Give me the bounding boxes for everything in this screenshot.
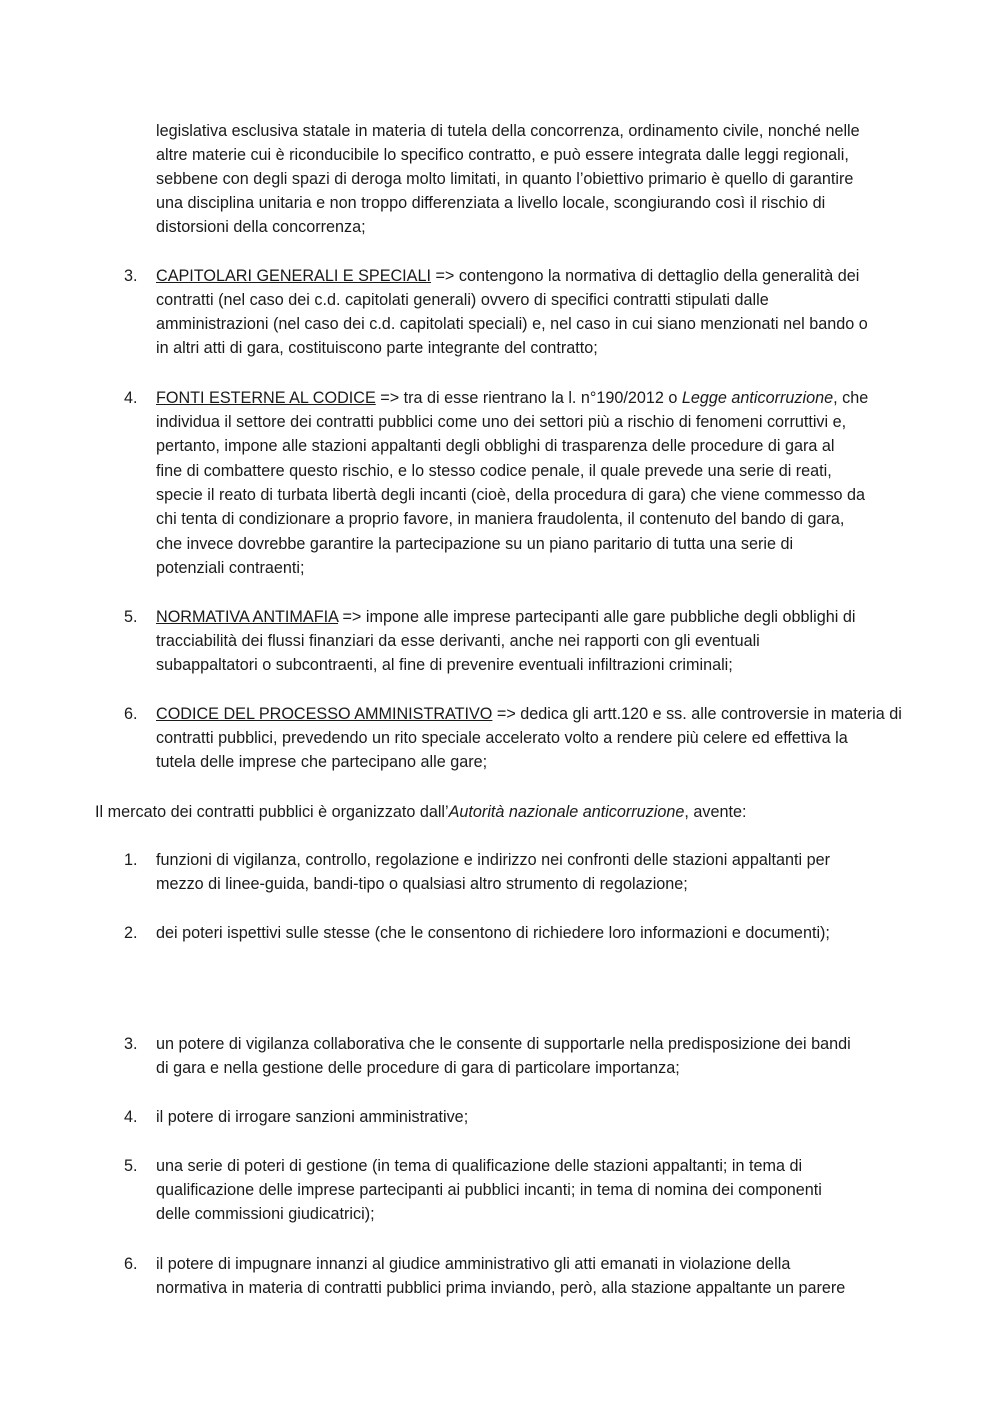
list-number: 5. — [124, 608, 138, 626]
list-number: 6. — [124, 1255, 138, 1273]
item-text: , che — [833, 389, 869, 407]
paragraph-line: legislativa esclusiva statale in materia di tutela della concorrenza, ordinamento civile, nonché nelle — [156, 122, 860, 140]
paragraph-line: individua il settore dei contratti pubblici come uno dei settori più a rischio di fenomeni corruttivi e, — [156, 413, 847, 431]
item-text: => tra di esse rientrano la l. n°190/2012 o — [375, 389, 682, 407]
paragraph-line: tracciabilità dei flussi finanziari da esse derivanti, anche nei rapporti con gli eventuali — [156, 632, 760, 650]
paragraph-line: una disciplina unitaria e non troppo differenziata a livello locale, scongiurando così il rischio di — [156, 194, 826, 212]
paragraph-line: che invece dovrebbe garantire la partecipazione su un piano paritario di tutta una serie di — [156, 535, 794, 553]
paragraph-line: funzioni di vigilanza, controllo, regolazione e indirizzo nei confronti delle stazioni appaltanti per — [156, 851, 830, 869]
paragraph-text: Il mercato dei contratti pubblici è organizzato dall’ — [95, 803, 449, 821]
paragraph-line: un potere di vigilanza collaborativa che le consente di supportarle nella predisposizione dei bandi — [156, 1035, 851, 1053]
paragraph-line: distorsioni della concorrenza; — [156, 218, 366, 236]
paragraph-line: normativa in materia di contratti pubblici prima inviando, però, alla stazione appaltante un parere — [156, 1279, 846, 1297]
paragraph-line: fine di combattere questo rischio, e lo stesso codice penale, il quale prevede una serie di reati, — [156, 462, 832, 480]
list-number: 4. — [124, 1108, 138, 1126]
list-item-first-line — [156, 386, 868, 410]
item-text: => dedica gli artt.120 e ss. alle controversie in materia di — [492, 705, 902, 723]
paragraph-line: specie il reato di turbata libertà degli incanti (cioè, della procedura di gara) che viene commesso da — [156, 486, 866, 504]
list-item-first-line — [156, 702, 902, 726]
paragraph-line: in altri atti di gara, costituiscono parte integrante del contratto; — [156, 339, 598, 357]
paragraph-line: chi tenta di condizionare a proprio favore, in maniera fraudolenta, il contenuto del bando di gara, — [156, 510, 845, 528]
paragraph-line: di gara e nella gestione delle procedure di gara di particolare importanza; — [156, 1059, 680, 1077]
paragraph-text: , avente: — [684, 803, 747, 821]
list-number: 3. — [124, 1035, 138, 1053]
item-heading: FONTI ESTERNE AL CODICE — [156, 389, 376, 407]
paragraph-line: il potere di impugnare innanzi al giudice amministrativo gli atti emanati in violazione della — [156, 1255, 791, 1273]
list-number: 4. — [124, 389, 138, 407]
market-paragraph — [95, 800, 747, 824]
paragraph-line: sebbene con degli spazi di deroga molto limitati, in quanto l’obiettivo primario è quello di garantire — [156, 170, 854, 188]
paragraph-line: una serie di poteri di gestione (in tema di qualificazione delle stazioni appaltanti; in tema di — [156, 1157, 803, 1175]
paragraph-line: pertanto, impone alle stazioni appaltanti degli obblighi di trasparenza delle procedure di gara al — [156, 437, 835, 455]
paragraph-line: subappaltatori o subcontraenti, al fine di prevenire eventuali infiltrazioni criminali; — [156, 656, 733, 674]
paragraph-line: dei poteri ispettivi sulle stesse (che le consentono di richiedere loro informazioni e documenti); — [156, 924, 830, 942]
list-item-first-line — [156, 605, 855, 629]
paragraph-line: contratti pubblici, prevedendo un rito speciale accelerato volto a rendere più celere ed effettiva la — [156, 729, 848, 747]
paragraph-line: tutela delle imprese che partecipano alle gare; — [156, 753, 488, 771]
item-heading: CAPITOLARI GENERALI E SPECIALI — [156, 267, 431, 285]
paragraph-line: amministrazioni (nel caso dei c.d. capitolati speciali) e, nel caso in cui siano menzionati nel bando o — [156, 315, 868, 333]
paragraph-line: il potere di irrogare sanzioni amministrative; — [156, 1108, 469, 1126]
list-number: 1. — [124, 851, 138, 869]
list-number: 6. — [124, 705, 138, 723]
paragraph-line: potenziali contraenti; — [156, 559, 305, 577]
item-heading: CODICE DEL PROCESSO AMMINISTRATIVO — [156, 705, 493, 723]
item-text: => contengono la normativa di dettaglio della generalità dei — [430, 267, 860, 285]
paragraph-line: mezzo di linee-guida, bandi-tipo o qualsiasi altro strumento di regolazione; — [156, 875, 688, 893]
item-heading: NORMATIVA ANTIMAFIA — [156, 608, 338, 626]
paragraph-line: contratti (nel caso dei c.d. capitolati generali) ovvero di specifici contratti stipulati dalle — [156, 291, 769, 309]
list-number: 3. — [124, 267, 138, 285]
list-number: 2. — [124, 924, 138, 942]
paragraph-line: qualificazione delle imprese partecipanti ai pubblici incanti; in tema di nomina dei componenti — [156, 1181, 822, 1199]
item-italic-text: Legge anticorruzione — [681, 389, 834, 407]
paragraph-line: altre materie cui è riconducibile lo specifico contratto, e può essere integrata dalle leggi regionali, — [156, 146, 849, 164]
authority-name: Autorità nazionale anticorruzione — [448, 803, 685, 821]
list-item-first-line — [156, 264, 859, 288]
item-text: => impone alle imprese partecipanti alle gare pubbliche degli obblighi di — [337, 608, 856, 626]
list-number: 5. — [124, 1157, 138, 1175]
paragraph-line: delle commissioni giudicatrici); — [156, 1205, 375, 1223]
